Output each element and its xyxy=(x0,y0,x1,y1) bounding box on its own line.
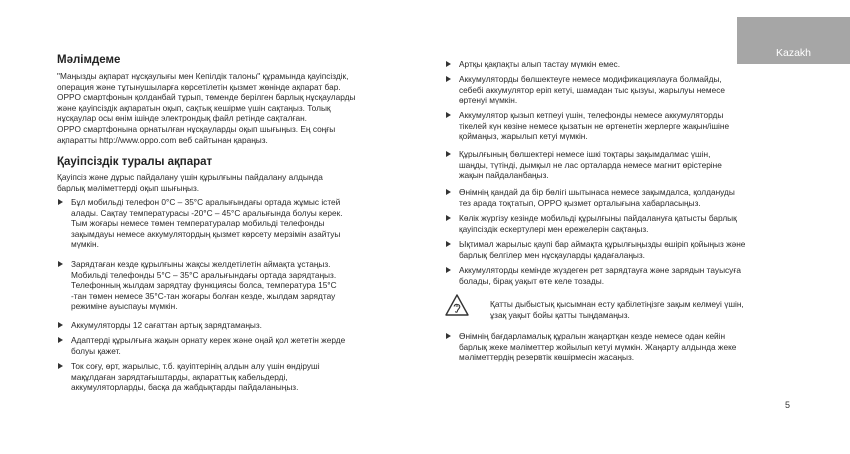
notice-heading: Мәлімдеме xyxy=(57,54,121,66)
bullet-arrow-icon xyxy=(446,189,451,195)
item-line: Аккумулятор қызып кетпеуі үшін, телефонды немесе аккумуляторды xyxy=(459,110,724,120)
safety-item-environment xyxy=(445,149,819,181)
item-line: Бұл мобильді телефон 0°C – 35°C аралығындағы ортада жұмыс істей xyxy=(71,197,341,207)
item-line: Зарядтаған кезде құрылғыны жақсы желдетілетін аймақта ұстаңыз. xyxy=(71,259,331,269)
item-line: себебі аккумулятор еріп кетуі, шамадан тыс қызуы, жарылуы немесе xyxy=(459,84,725,95)
item-line: Мобильді телефонды 5°C – 35°C аралығындағы ортада зарядтаңыз. xyxy=(71,269,337,280)
item-line: Аккумуляторды кемінде жүздеген рет зарядтауға және зарядын тауысуға xyxy=(459,265,741,275)
item-line: алады. Сақтау температурасы -20°C – 45°C аралығында болуы керек. xyxy=(71,207,343,218)
item-line: Аккумуляторды бөлшектеуге немесе модификациялауға болмайды, xyxy=(459,74,722,84)
bullet-arrow-icon xyxy=(446,267,451,273)
item-line: шаңды, түтінді, дымқыл не лас орталарда немесе магнит өрістеріне xyxy=(459,159,722,170)
safety-item-charging xyxy=(57,259,431,312)
item-line: аккумуляторларды, басқа да жабдықтарды пайдаланыңыз. xyxy=(71,382,299,393)
item-line: Өнімнің бағдарламалық құралын жаңартқан кезде немесе одан кейін xyxy=(459,331,726,341)
safety-item-battery-life xyxy=(445,265,819,286)
item-line: болады, бірақ уақыт өте келе тозады. xyxy=(459,275,605,286)
safety-heading: Қауіпсіздік туралы ақпарат xyxy=(57,156,213,168)
bullet-arrow-icon xyxy=(446,61,451,67)
notice-line: OPPO смартфонына орнатылған нұсқауларды оқып шығыңыз. Ең соңғы xyxy=(57,123,336,134)
bullet-arrow-icon xyxy=(446,241,451,247)
item-line: тез арада тоқтатып, OPPO қызмет орталығына хабарласыңыз. xyxy=(459,197,701,208)
safety-item-operating-temp xyxy=(57,197,431,250)
safety-item-damage xyxy=(445,187,819,208)
item-line: өртенуі мүмкін. xyxy=(459,95,518,106)
notice-line: OPPO смартфонын қолданбай тұрып, төменде берілген барлық нұсқауларды xyxy=(57,92,356,103)
safety-item-back-cover xyxy=(445,59,819,70)
language-label: Kazakh xyxy=(775,47,812,59)
bullet-arrow-icon xyxy=(58,322,63,328)
item-line: Телефонның жылдам зарядтау функциясы болса, температура 15°C xyxy=(71,280,337,291)
item-line: мүмкін. xyxy=(71,239,99,250)
safety-intro xyxy=(57,172,427,193)
item-line: Өнімнің қандай да бір бөлігі шытынаса немесе зақымдалса, қолдануды xyxy=(459,187,735,197)
safety-item-driving xyxy=(445,213,819,234)
item-line: барлық жеке мәліметтер жойылып кетуі мүмкін. Жаңарту алдында жеке xyxy=(459,341,737,352)
notice-line: нұсқаулар осы өнім ішінде электрондық файл ретінде сақталған. xyxy=(57,113,307,124)
notice-line: операция және тұтынушыларға көрсетілетін қызмет жөнінде ақпарат бар. xyxy=(57,81,341,92)
item-line: жақын пайдаланбаңыз. xyxy=(459,170,549,181)
item-line: Адаптерді құрылғыға жақын орнату керек және оңай қол жететін жерде xyxy=(71,335,346,345)
safety-item-battery-heat xyxy=(445,110,819,142)
item-line: Ток соғу, өрт, жарылыс, т.б. қауіптерінің алдын алу үшін өндіруші xyxy=(71,361,320,371)
item-line: режиміне ауыспауы мүмкін. xyxy=(71,301,178,312)
bullet-arrow-icon xyxy=(446,76,451,82)
bullet-arrow-icon xyxy=(446,112,451,118)
hearing-warning-icon xyxy=(445,294,469,316)
intro-line: барлық мәліметтерді оқып шығыңыз. xyxy=(57,182,200,193)
safety-item-battery-disassembly xyxy=(445,74,819,106)
item-line: мақұлдаған зарядтағыштарды, ақпараттық кабельдерді, xyxy=(71,371,288,382)
item-line: Аккумуляторды 12 сағаттан артық зарядтамаңыз. xyxy=(71,320,262,330)
item-line: Тым жоғары немесе төмен температуралар мобильді телефонды xyxy=(71,218,325,229)
safety-item-adapter xyxy=(57,335,431,356)
item-line: барлық белгілер мен нұсқауларды қадағалаңыз. xyxy=(459,249,645,260)
intro-line: Қауіпсіз және дұрыс пайдалану үшін құрылғыны пайдалану алдында xyxy=(57,172,323,182)
bullet-arrow-icon xyxy=(58,337,63,343)
safety-item-explosive-area xyxy=(445,239,819,260)
item-line: Артқы қақпақты алып тастау мүмкін емес. xyxy=(459,59,621,69)
notice-line: ақпаратты http://www.oppo.com веб сайтынан қараңыз. xyxy=(57,134,268,145)
language-tab xyxy=(737,17,850,64)
item-line: тікелей күн көзіне немесе қызатын не өртенетін жерлерге жақын/ішіне xyxy=(459,120,730,131)
item-line: болуы қажет. xyxy=(71,345,121,356)
notice-line: және қауіпсіздік ақпаратын оқып, сақтық кешірме үшін сақтаңыз. Толық xyxy=(57,102,331,113)
item-line: қоймаңыз, жарылып кетуі мүмкін. xyxy=(459,131,588,142)
hearing-warning xyxy=(445,299,825,320)
item-line: Көлік жүргізу кезінде мобильді құрылғыны пайдалануға қатысты барлық xyxy=(459,213,737,223)
item-line: қауіпсіздік ескертулері мен ережелерін сақтаңыз. xyxy=(459,223,649,234)
item-line: зақымдауы немесе аккумулятордың қызмет көрсету мерзімін азайтуы xyxy=(71,228,341,239)
safety-item-charge-time xyxy=(57,320,431,331)
page-number: 5 xyxy=(785,400,791,410)
safety-item-software-update xyxy=(445,331,819,363)
bullet-arrow-icon xyxy=(58,261,63,267)
notice-line: "Маңызды ақпарат нұсқаулығы мен Кепілдік талоны" құрамында қауіпсіздік, xyxy=(57,71,349,81)
safety-item-approved-accessories xyxy=(57,361,431,393)
item-line: -тан төмен немесе 35°C-тан жоғары болған кезде, жылдам зарядтау xyxy=(71,290,336,301)
bullet-arrow-icon xyxy=(446,151,451,157)
bullet-arrow-icon xyxy=(446,215,451,221)
item-line: Ықтимал жарылыс қаупі бар аймақта құрылғыңызды өшіріп қойыңыз және xyxy=(459,239,746,249)
notice-body xyxy=(57,71,437,145)
bullet-arrow-icon xyxy=(58,199,63,205)
warning-line: ұзақ уақыт бойы қатты тыңдамаңыз. xyxy=(490,309,630,320)
warning-line: Қатты дыбыстық қысымнан есту қабілетіңізге зақым келмеуі үшін, xyxy=(490,299,744,309)
bullet-arrow-icon xyxy=(58,363,63,369)
bullet-arrow-icon xyxy=(446,333,451,339)
item-line: мәліметтердің резервтік көшірмесін жасаңыз. xyxy=(459,352,635,363)
item-line: Құрылғының бөлшектері немесе ішкі тоқтары зақымдалмас үшін, xyxy=(459,149,711,159)
